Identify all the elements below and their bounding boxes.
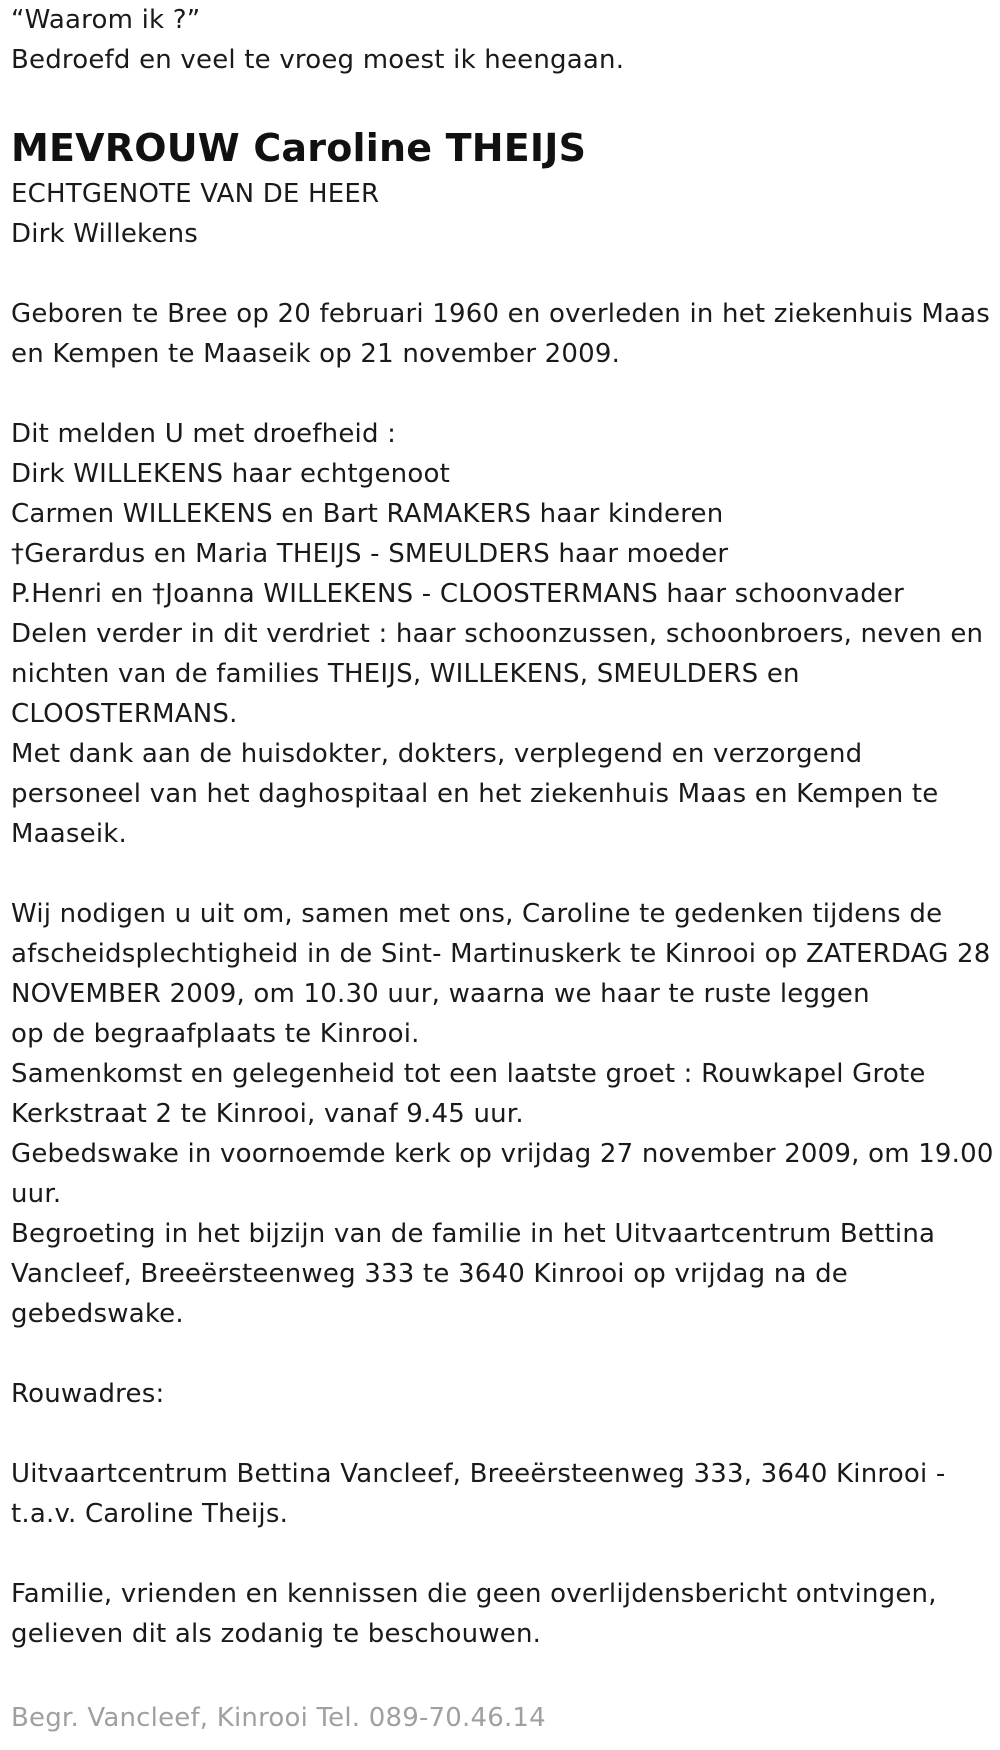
announcer-father-in-law [11, 574, 996, 614]
closing-line: Familie, vrienden en kennissen die geen overlijdensbericht ontvingen, [11, 1579, 937, 1609]
vigil-line: Gebedswake in voornoemde kerk op vrijdag 27 november 2009, om 19.00 [11, 1139, 994, 1169]
condolences-line: Begroeting in het bijzijn van de familie in het Uitvaartcentrum Bettina [11, 1219, 936, 1249]
spacer [11, 254, 996, 294]
invitation-line: NOVEMBER 2009, om 10.30 uur, waarna we haar te ruste leggen [11, 979, 870, 1009]
mother-text: Gerardus en Maria THEIJS - SMEULDERS haar moeder [24, 539, 729, 569]
quote: “Waarom ik ?” [11, 5, 201, 35]
father-in-law-prefix: P.Henri en [11, 579, 153, 609]
spacer [11, 374, 996, 414]
vigil-line: uur. [11, 1179, 62, 1209]
intro-line: Bedroefd en veel te vroeg moest ik heengaan. [11, 45, 625, 75]
address-label: Rouwadres: [11, 1379, 165, 1409]
invitation-line: Wij nodigen u uit om, samen met ons, Caroline te gedenken tijdens de [11, 899, 943, 929]
funeral-home-footer: Begr. Vancleef, Kinrooi Tel. 089-70.46.14 [11, 1703, 546, 1733]
address-line: Uitvaartcentrum Bettina Vancleef, Breeërsteenweg 333, 3640 Kinrooi - [11, 1459, 946, 1489]
announcer-children: Carmen WILLEKENS en Bart RAMAKERS haar kinderen [11, 499, 724, 529]
announcer-mother [11, 534, 996, 574]
spacer [11, 854, 996, 894]
cross-icon: † [152, 579, 166, 609]
thanks-line: personeel van het daghospitaal en het ziekenhuis Maas en Kempen te [11, 779, 939, 809]
gathering-line: Samenkomst en gelegenheid tot een laatste groet : Rouwkapel Grote [11, 1059, 926, 1089]
spacer [11, 80, 996, 120]
thanks-line: Maaseik. [11, 819, 127, 849]
shared-grief-line: nichten van de families THEIJS, WILLEKENS, SMEULDERS en [11, 659, 800, 689]
announcers-intro: Dit melden U met droefheid : [11, 419, 397, 449]
announcer-husband: Dirk WILLEKENS haar echtgenoot [11, 459, 450, 489]
deceased-name: MEVROUW Caroline THEIJS [11, 126, 587, 170]
invitation-line: op de begraafplaats te Kinrooi. [11, 1019, 420, 1049]
thanks-line: Met dank aan de huisdokter, dokters, verplegend en verzorgend [11, 739, 863, 769]
birth-death-line: Geboren te Bree op 20 februari 1960 en overleden in het ziekenhuis Maas [11, 299, 991, 329]
condolences-line: gebedswake. [11, 1299, 184, 1329]
closing-line: gelieven dit als zodanig te beschouwen. [11, 1619, 542, 1649]
shared-grief-line: Delen verder in dit verdriet : haar schoonzussen, schoonbroers, neven en [11, 619, 984, 649]
obituary-notice [11, 0, 996, 1738]
gathering-line: Kerkstraat 2 te Kinrooi, vanaf 9.45 uur. [11, 1099, 524, 1129]
cross-icon: † [11, 539, 25, 569]
shared-grief-line: CLOOSTERMANS. [11, 699, 238, 729]
invitation-line: afscheidsplechtigheid in de Sint- Martinuskerk te Kinrooi op ZATERDAG 28 [11, 939, 991, 969]
address-line: t.a.v. Caroline Theijs. [11, 1499, 289, 1529]
spacer [11, 1534, 996, 1574]
spouse-label: ECHTGENOTE VAN DE HEER [11, 179, 380, 209]
father-in-law-text: Joanna WILLEKENS - CLOOSTERMANS haar schoonvader [165, 579, 905, 609]
condolences-line: Vancleef, Breeërsteenweg 333 te 3640 Kinrooi op vrijdag na de [11, 1259, 848, 1289]
birth-death-line: en Kempen te Maaseik op 21 november 2009. [11, 339, 621, 369]
spacer [11, 1334, 996, 1374]
spouse-name: Dirk Willekens [11, 219, 199, 249]
spacer [11, 1414, 996, 1454]
